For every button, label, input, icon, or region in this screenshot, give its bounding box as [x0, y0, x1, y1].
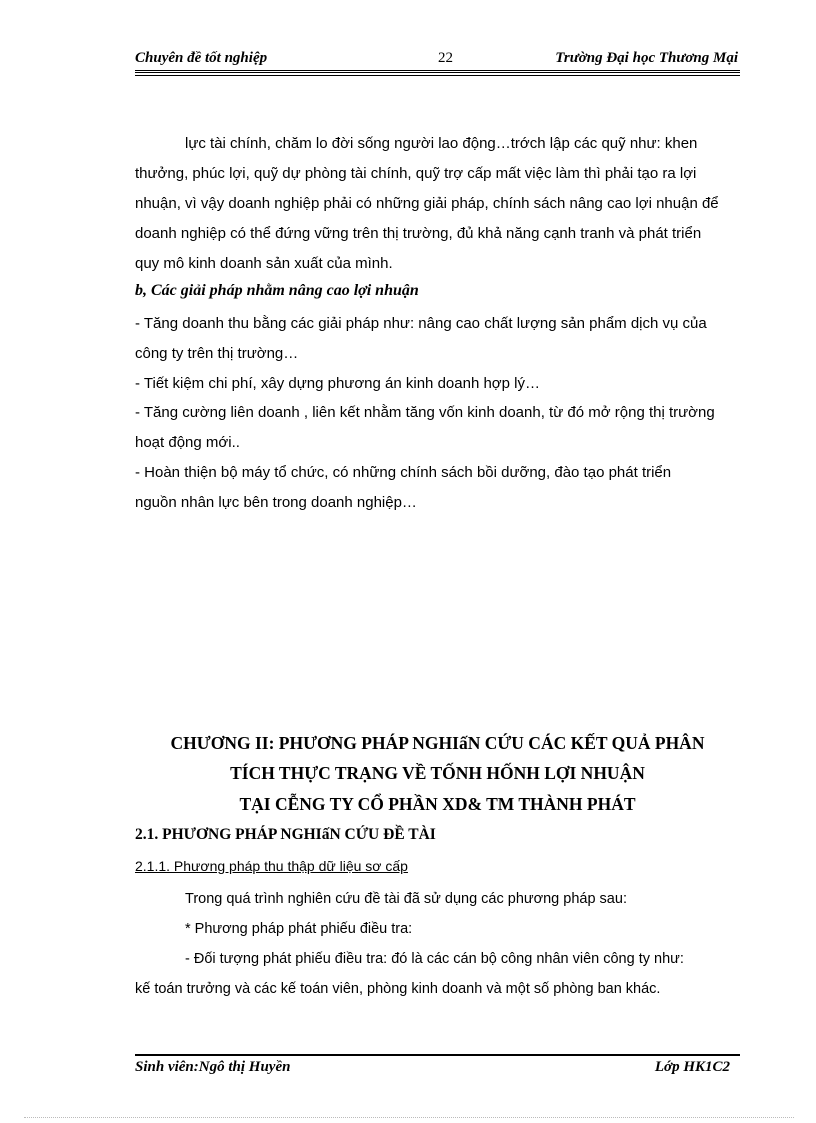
page-header — [135, 50, 740, 70]
page-bottom-edge — [24, 1117, 794, 1118]
section-heading-2-1: 2.1. PHƯƠNG PHÁP NGHIấN CỨU ĐỀ TÀI — [135, 826, 436, 843]
page-number: 22 — [438, 50, 453, 66]
list-item: - Tiết kiệm chi phí, xây dựng phương án kinh doanh hợp lý… — [135, 374, 540, 392]
solutions-list — [135, 309, 740, 518]
paragraph-line: - Đối tượng phát phiếu điều tra: đó là các cán bộ công nhân viên công ty như: — [185, 951, 684, 967]
list-item: hoạt động mới.. — [135, 434, 240, 452]
header-university: Trường Đại học Thương Mại — [555, 50, 738, 66]
chapter-title-line-1: CHƯƠNG II: PHƯƠNG PHÁP NGHIấN CỨU CÁC KẾT QUẢ PHÂN — [170, 733, 705, 753]
paragraph-line: kế toán trưởng và các kế toán viên, phòng kinh doanh và một số phòng ban khác. — [135, 981, 661, 997]
paragraph-line: nhuận, vì vậy doanh nghiệp phải có những giải pháp, chính sách nâng cao lợi nhuận để — [135, 194, 719, 212]
footer-class: Lớp HK1C2 — [654, 1059, 730, 1075]
list-item: nguồn nhân lực bên trong doanh nghiệp… — [135, 493, 417, 511]
header-rule — [135, 70, 740, 73]
header-rule-thin — [135, 75, 740, 76]
paragraph-profit-importance — [135, 129, 740, 279]
paragraph-line: * Phương pháp phát phiếu điều tra: — [185, 921, 413, 937]
section-heading-2-1-1: 2.1.1. Phương pháp thu thập dữ liệu sơ cấp — [135, 858, 408, 874]
paragraph-line: lực tài chính, chăm lo đời sống người lao động…trớch lập các quỹ như: khen — [185, 135, 698, 152]
paragraph-line: Trong quá trình nghiên cứu đề tài đã sử dụng các phương pháp sau: — [185, 891, 627, 907]
footer-rule — [135, 1054, 740, 1056]
list-item: - Hoàn thiện bộ máy tổ chức, có những chính sách bồi dưỡng, đào tạo phát triển — [135, 463, 672, 481]
chapter-title-line-3: TẠI CỄNG TY CỔ PHẦN XD& TM THÀNH PHÁT — [239, 794, 636, 814]
chapter-title-line-2: TÍCH THỰC TRẠNG VỀ TỐNH HỐNH LỢI NHUẬN — [230, 763, 645, 783]
list-item: - Tăng doanh thu bằng các giải pháp như: nâng cao chất lượng sản phẩm dịch vụ của — [135, 315, 707, 332]
paragraph-methods — [135, 884, 740, 1004]
paragraph-line: doanh nghiệp có thể đứng vững trên thị trường, đủ khả năng cạnh tranh và phát triển — [135, 224, 702, 242]
paragraph-line: quy mô kinh doanh sản xuất của mình. — [135, 254, 393, 272]
subheading-solutions: b, Các giải pháp nhằm nâng cao lợi nhuận — [135, 282, 419, 299]
paragraph-line: thưởng, phúc lợi, quỹ dự phòng tài chính, quỹ trợ cấp mất việc làm thì phải tạo ra lợi — [135, 164, 697, 182]
header-thesis-title: Chuyên đề tốt nghiệp — [135, 50, 268, 66]
page-footer — [135, 1059, 740, 1079]
list-item: công ty trên thị trường… — [135, 344, 299, 362]
footer-student-name: Sinh viên:Ngô thị Huyền — [135, 1059, 291, 1075]
list-item: - Tăng cường liên doanh , liên kết nhằm tăng vốn kinh doanh, từ đó mở rộng thị trường — [135, 404, 715, 422]
